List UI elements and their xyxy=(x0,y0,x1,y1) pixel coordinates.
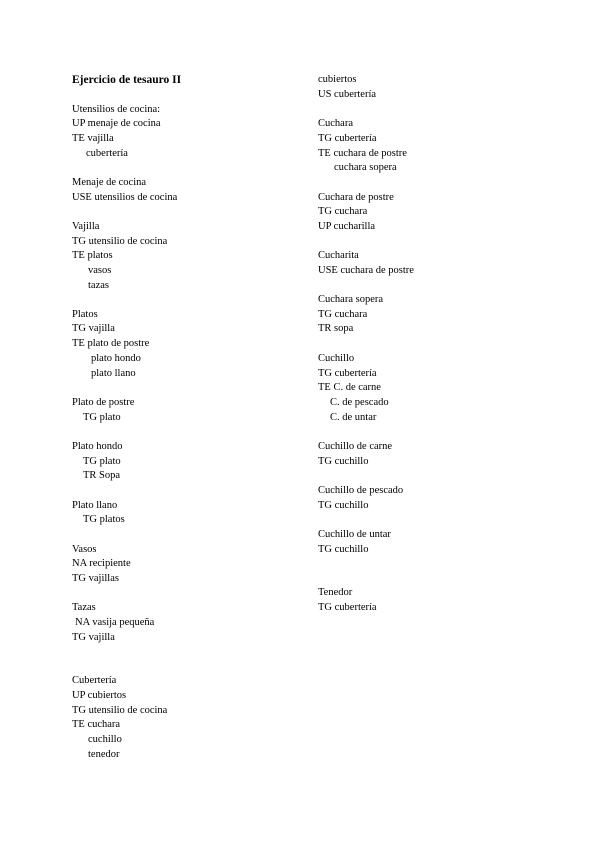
term-heading: Cubertería xyxy=(72,675,117,686)
term-heading: Tazas xyxy=(72,602,96,613)
term-heading: Cuchara sopera xyxy=(318,294,384,305)
term-relation-indent: C. de pescado xyxy=(330,397,389,408)
term-relation: TG cubertería xyxy=(318,133,377,144)
term-heading: Cuchillo de untar xyxy=(318,529,391,540)
term-relation-indent: plato llano xyxy=(91,368,136,379)
term-heading: Cuchillo xyxy=(318,353,355,364)
term-relation: USE cuchara de postre xyxy=(318,265,414,276)
term-heading: Cuchillo de pescado xyxy=(318,485,404,496)
term-heading: Platos xyxy=(72,309,98,320)
term-relation: UP cucharilla xyxy=(318,221,376,232)
term-heading: Vasos xyxy=(72,544,97,555)
term-heading: Tenedor xyxy=(318,587,353,598)
term-relation: USE utensilios de cocina xyxy=(72,192,178,203)
term-relation: NA vasija pequeña xyxy=(75,617,155,628)
term-relation-indent: TG plato xyxy=(83,456,121,467)
term-heading: Cucharita xyxy=(318,250,359,261)
term-relation: TG utensilio de cocina xyxy=(72,705,168,716)
term-heading: Cuchillo de carne xyxy=(318,441,393,452)
term-relation: TE C. de carne xyxy=(318,382,381,393)
term-relation-indent: cuchillo xyxy=(88,734,122,745)
term-heading: cubiertos xyxy=(318,74,357,85)
term-heading: Cuchara xyxy=(318,118,353,129)
term-relation: TG cubertería xyxy=(318,602,377,613)
term-relation: TE platos xyxy=(72,250,113,261)
term-relation: US cubertería xyxy=(318,89,377,100)
term-heading: Menaje de cocina xyxy=(72,177,147,188)
term-relation: NA recipiente xyxy=(72,558,131,569)
term-relation: TE vajilla xyxy=(72,133,114,144)
term-relation-indent: plato hondo xyxy=(91,353,141,364)
term-heading: Plato llano xyxy=(72,500,118,511)
term-relation-indent: TG plato xyxy=(83,412,121,423)
term-heading: Cuchara de postre xyxy=(318,192,394,203)
term-relation: TG cuchara xyxy=(318,206,368,217)
term-relation: TG cuchillo xyxy=(318,456,369,467)
term-relation: TE cuchara xyxy=(72,719,121,730)
term-relation: TG cubertería xyxy=(318,368,377,379)
term-relation: TR sopa xyxy=(318,323,354,334)
term-heading: Plato hondo xyxy=(72,441,123,452)
term-relation: TE plato de postre xyxy=(72,338,150,349)
term-relation-indent: TR Sopa xyxy=(83,470,121,481)
term-relation: UP menaje de cocina xyxy=(72,118,161,129)
term-relation-indent: C. de untar xyxy=(330,412,377,423)
term-heading: Vajilla xyxy=(72,221,100,232)
term-relation-indent: TG platos xyxy=(83,514,125,525)
term-relation: TG vajilla xyxy=(72,632,115,643)
term-relation-indent: vasos xyxy=(88,265,112,276)
term-relation: TE cuchara de postre xyxy=(318,148,407,159)
term-relation-indent: cubertería xyxy=(86,148,128,159)
term-relation: TG cuchillo xyxy=(318,500,369,511)
term-relation: TG cuchillo xyxy=(318,544,369,555)
term-relation: TG vajilla xyxy=(72,323,115,334)
term-relation-indent: tenedor xyxy=(88,749,120,760)
term-relation: TG vajillas xyxy=(72,573,119,584)
page-title: Ejercicio de tesauro II xyxy=(72,74,182,86)
term-heading: Plato de postre xyxy=(72,397,135,408)
term-relation: TG cuchara xyxy=(318,309,368,320)
term-relation: UP cubiertos xyxy=(72,690,127,701)
term-relation-indent: cuchara sopera xyxy=(334,162,397,173)
term-heading: Utensilios de cocina: xyxy=(72,104,161,115)
term-relation-indent: tazas xyxy=(88,280,109,291)
term-relation: TG utensilio de cocina xyxy=(72,236,168,247)
